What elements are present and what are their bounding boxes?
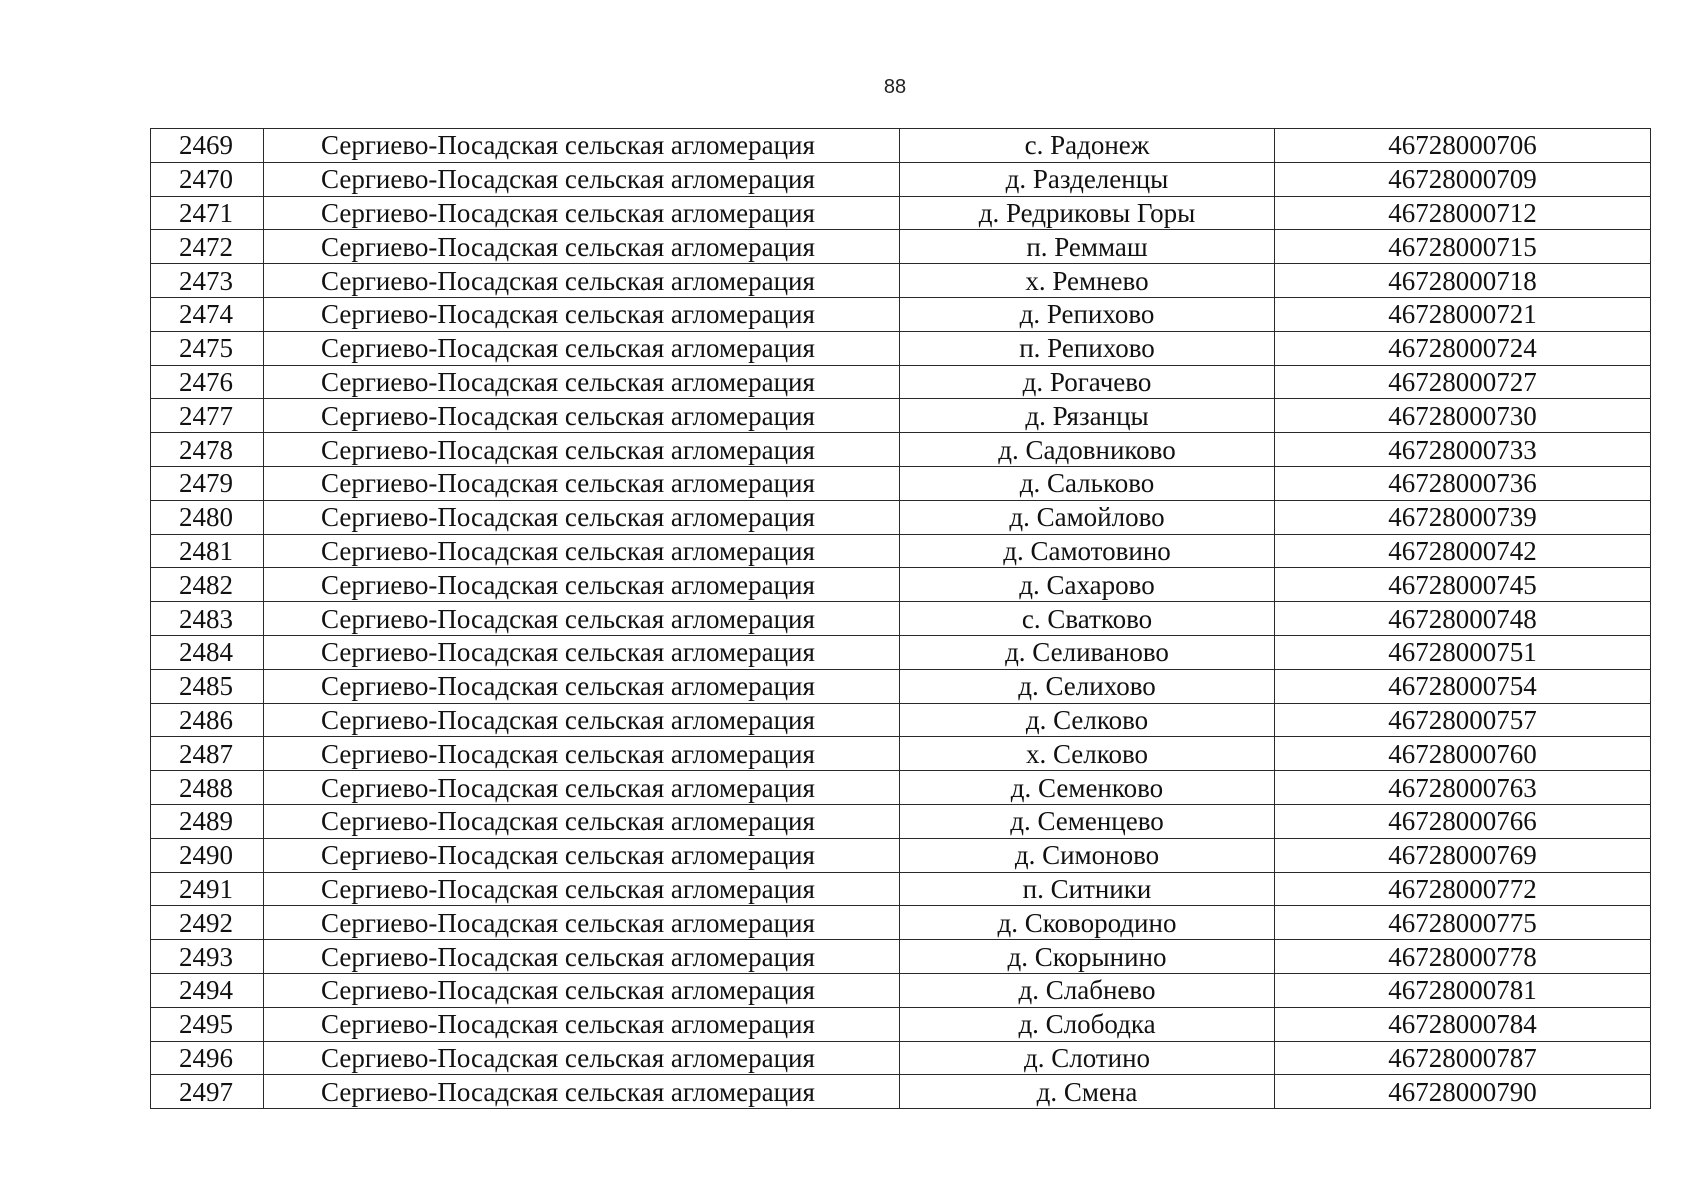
- settlement-name-cell: х. Селково: [900, 737, 1275, 771]
- row-number-cell: 2479: [151, 466, 264, 500]
- row-number-cell: 2475: [151, 331, 264, 365]
- settlement-name-cell: с. Сватково: [900, 602, 1275, 636]
- agglomeration-cell: Сергиево-Посадская сельская агломерация: [264, 162, 900, 196]
- row-number-cell: 2492: [151, 906, 264, 940]
- row-number-cell: 2482: [151, 568, 264, 602]
- agglomeration-cell: Сергиево-Посадская сельская агломерация: [264, 534, 900, 568]
- table-row: [151, 196, 1651, 230]
- agglomeration-cell: Сергиево-Посадская сельская агломерация: [264, 703, 900, 737]
- table-row: [151, 399, 1651, 433]
- agglomeration-cell: Сергиево-Посадская сельская агломерация: [264, 838, 900, 872]
- row-number-cell: 2472: [151, 230, 264, 264]
- settlement-name-cell: д. Самотовино: [900, 534, 1275, 568]
- row-number-cell: 2473: [151, 264, 264, 298]
- settlement-name-cell: д. Сковородино: [900, 906, 1275, 940]
- table-row: [151, 940, 1651, 974]
- settlements-table-container: [150, 128, 1648, 1109]
- oktmo-code-cell: 46728000748: [1275, 602, 1651, 636]
- settlement-name-cell: д. Разделенцы: [900, 162, 1275, 196]
- table-row: [151, 906, 1651, 940]
- agglomeration-cell: Сергиево-Посадская сельская агломерация: [264, 466, 900, 500]
- oktmo-code-cell: 46728000766: [1275, 804, 1651, 838]
- settlement-name-cell: д. Селиваново: [900, 635, 1275, 669]
- row-number-cell: 2469: [151, 129, 264, 163]
- row-number-cell: 2476: [151, 365, 264, 399]
- table-row: [151, 1075, 1651, 1109]
- row-number-cell: 2489: [151, 804, 264, 838]
- table-row: [151, 669, 1651, 703]
- settlement-name-cell: д. Репихово: [900, 297, 1275, 331]
- table-row: [151, 771, 1651, 805]
- settlement-name-cell: п. Репихово: [900, 331, 1275, 365]
- settlement-name-cell: д. Скорынино: [900, 940, 1275, 974]
- oktmo-code-cell: 46728000790: [1275, 1075, 1651, 1109]
- settlement-name-cell: д. Сальково: [900, 466, 1275, 500]
- oktmo-code-cell: 46728000718: [1275, 264, 1651, 298]
- oktmo-code-cell: 46728000745: [1275, 568, 1651, 602]
- oktmo-code-cell: 46728000769: [1275, 838, 1651, 872]
- agglomeration-cell: Сергиево-Посадская сельская агломерация: [264, 940, 900, 974]
- oktmo-code-cell: 46728000784: [1275, 1007, 1651, 1041]
- oktmo-code-cell: 46728000751: [1275, 635, 1651, 669]
- oktmo-code-cell: 46728000781: [1275, 973, 1651, 1007]
- oktmo-code-cell: 46728000730: [1275, 399, 1651, 433]
- settlement-name-cell: д. Рязанцы: [900, 399, 1275, 433]
- table-row: [151, 297, 1651, 331]
- row-number-cell: 2497: [151, 1075, 264, 1109]
- row-number-cell: 2485: [151, 669, 264, 703]
- row-number-cell: 2481: [151, 534, 264, 568]
- table-row: [151, 703, 1651, 737]
- row-number-cell: 2471: [151, 196, 264, 230]
- oktmo-code-cell: 46728000742: [1275, 534, 1651, 568]
- settlement-name-cell: х. Ремнево: [900, 264, 1275, 298]
- settlement-name-cell: д. Слободка: [900, 1007, 1275, 1041]
- settlement-name-cell: д. Редриковы Горы: [900, 196, 1275, 230]
- agglomeration-cell: Сергиево-Посадская сельская агломерация: [264, 737, 900, 771]
- row-number-cell: 2491: [151, 872, 264, 906]
- settlement-name-cell: д. Рогачево: [900, 365, 1275, 399]
- table-row: [151, 365, 1651, 399]
- settlement-name-cell: д. Селихово: [900, 669, 1275, 703]
- table-row: [151, 500, 1651, 534]
- row-number-cell: 2493: [151, 940, 264, 974]
- table-row: [151, 872, 1651, 906]
- agglomeration-cell: Сергиево-Посадская сельская агломерация: [264, 669, 900, 703]
- settlement-name-cell: д. Смена: [900, 1075, 1275, 1109]
- settlement-name-cell: д. Слотино: [900, 1041, 1275, 1075]
- oktmo-code-cell: 46728000715: [1275, 230, 1651, 264]
- table-row: [151, 162, 1651, 196]
- oktmo-code-cell: 46728000763: [1275, 771, 1651, 805]
- settlement-name-cell: п. Реммаш: [900, 230, 1275, 264]
- oktmo-code-cell: 46728000787: [1275, 1041, 1651, 1075]
- settlement-name-cell: д. Симоново: [900, 838, 1275, 872]
- oktmo-code-cell: 46728000778: [1275, 940, 1651, 974]
- oktmo-code-cell: 46728000754: [1275, 669, 1651, 703]
- row-number-cell: 2486: [151, 703, 264, 737]
- table-row: [151, 568, 1651, 602]
- settlement-name-cell: д. Семенцево: [900, 804, 1275, 838]
- page-number: 88: [883, 76, 907, 98]
- row-number-cell: 2483: [151, 602, 264, 636]
- table-row: [151, 602, 1651, 636]
- agglomeration-cell: Сергиево-Посадская сельская агломерация: [264, 635, 900, 669]
- row-number-cell: 2494: [151, 973, 264, 1007]
- agglomeration-cell: Сергиево-Посадская сельская агломерация: [264, 973, 900, 1007]
- oktmo-code-cell: 46728000757: [1275, 703, 1651, 737]
- settlement-name-cell: д. Садовниково: [900, 433, 1275, 467]
- agglomeration-cell: Сергиево-Посадская сельская агломерация: [264, 500, 900, 534]
- oktmo-code-cell: 46728000712: [1275, 196, 1651, 230]
- agglomeration-cell: Сергиево-Посадская сельская агломерация: [264, 804, 900, 838]
- row-number-cell: 2474: [151, 297, 264, 331]
- table-row: [151, 230, 1651, 264]
- row-number-cell: 2496: [151, 1041, 264, 1075]
- table-row: [151, 973, 1651, 1007]
- table-row: [151, 804, 1651, 838]
- oktmo-code-cell: 46728000727: [1275, 365, 1651, 399]
- row-number-cell: 2477: [151, 399, 264, 433]
- table-row: [151, 433, 1651, 467]
- agglomeration-cell: Сергиево-Посадская сельская агломерация: [264, 365, 900, 399]
- agglomeration-cell: Сергиево-Посадская сельская агломерация: [264, 331, 900, 365]
- table-row: [151, 1041, 1651, 1075]
- oktmo-code-cell: 46728000721: [1275, 297, 1651, 331]
- row-number-cell: 2484: [151, 635, 264, 669]
- settlements-table: [150, 128, 1651, 1109]
- table-row: [151, 129, 1651, 163]
- row-number-cell: 2470: [151, 162, 264, 196]
- agglomeration-cell: Сергиево-Посадская сельская агломерация: [264, 1075, 900, 1109]
- oktmo-code-cell: 46728000724: [1275, 331, 1651, 365]
- row-number-cell: 2495: [151, 1007, 264, 1041]
- agglomeration-cell: Сергиево-Посадская сельская агломерация: [264, 568, 900, 602]
- settlement-name-cell: д. Самойлово: [900, 500, 1275, 534]
- agglomeration-cell: Сергиево-Посадская сельская агломерация: [264, 196, 900, 230]
- agglomeration-cell: Сергиево-Посадская сельская агломерация: [264, 297, 900, 331]
- table-row: [151, 331, 1651, 365]
- oktmo-code-cell: 46728000733: [1275, 433, 1651, 467]
- oktmo-code-cell: 46728000739: [1275, 500, 1651, 534]
- row-number-cell: 2488: [151, 771, 264, 805]
- settlement-name-cell: д. Слабнево: [900, 973, 1275, 1007]
- settlement-name-cell: д. Семенково: [900, 771, 1275, 805]
- agglomeration-cell: Сергиево-Посадская сельская агломерация: [264, 602, 900, 636]
- table-row: [151, 1007, 1651, 1041]
- agglomeration-cell: Сергиево-Посадская сельская агломерация: [264, 1007, 900, 1041]
- oktmo-code-cell: 46728000772: [1275, 872, 1651, 906]
- agglomeration-cell: Сергиево-Посадская сельская агломерация: [264, 906, 900, 940]
- table-row: [151, 635, 1651, 669]
- table-row: [151, 838, 1651, 872]
- oktmo-code-cell: 46728000709: [1275, 162, 1651, 196]
- row-number-cell: 2478: [151, 433, 264, 467]
- agglomeration-cell: Сергиево-Посадская сельская агломерация: [264, 230, 900, 264]
- settlement-name-cell: п. Ситники: [900, 872, 1275, 906]
- oktmo-code-cell: 46728000775: [1275, 906, 1651, 940]
- table-row: [151, 466, 1651, 500]
- agglomeration-cell: Сергиево-Посадская сельская агломерация: [264, 1041, 900, 1075]
- row-number-cell: 2480: [151, 500, 264, 534]
- agglomeration-cell: Сергиево-Посадская сельская агломерация: [264, 264, 900, 298]
- agglomeration-cell: Сергиево-Посадская сельская агломерация: [264, 129, 900, 163]
- agglomeration-cell: Сергиево-Посадская сельская агломерация: [264, 433, 900, 467]
- agglomeration-cell: Сергиево-Посадская сельская агломерация: [264, 399, 900, 433]
- table-row: [151, 534, 1651, 568]
- oktmo-code-cell: 46728000760: [1275, 737, 1651, 771]
- row-number-cell: 2487: [151, 737, 264, 771]
- settlement-name-cell: д. Сахарово: [900, 568, 1275, 602]
- agglomeration-cell: Сергиево-Посадская сельская агломерация: [264, 872, 900, 906]
- table-row: [151, 737, 1651, 771]
- settlement-name-cell: д. Селково: [900, 703, 1275, 737]
- row-number-cell: 2490: [151, 838, 264, 872]
- table-row: [151, 264, 1651, 298]
- oktmo-code-cell: 46728000706: [1275, 129, 1651, 163]
- settlement-name-cell: с. Радонеж: [900, 129, 1275, 163]
- agglomeration-cell: Сергиево-Посадская сельская агломерация: [264, 771, 900, 805]
- table-body: [151, 129, 1651, 1109]
- oktmo-code-cell: 46728000736: [1275, 466, 1651, 500]
